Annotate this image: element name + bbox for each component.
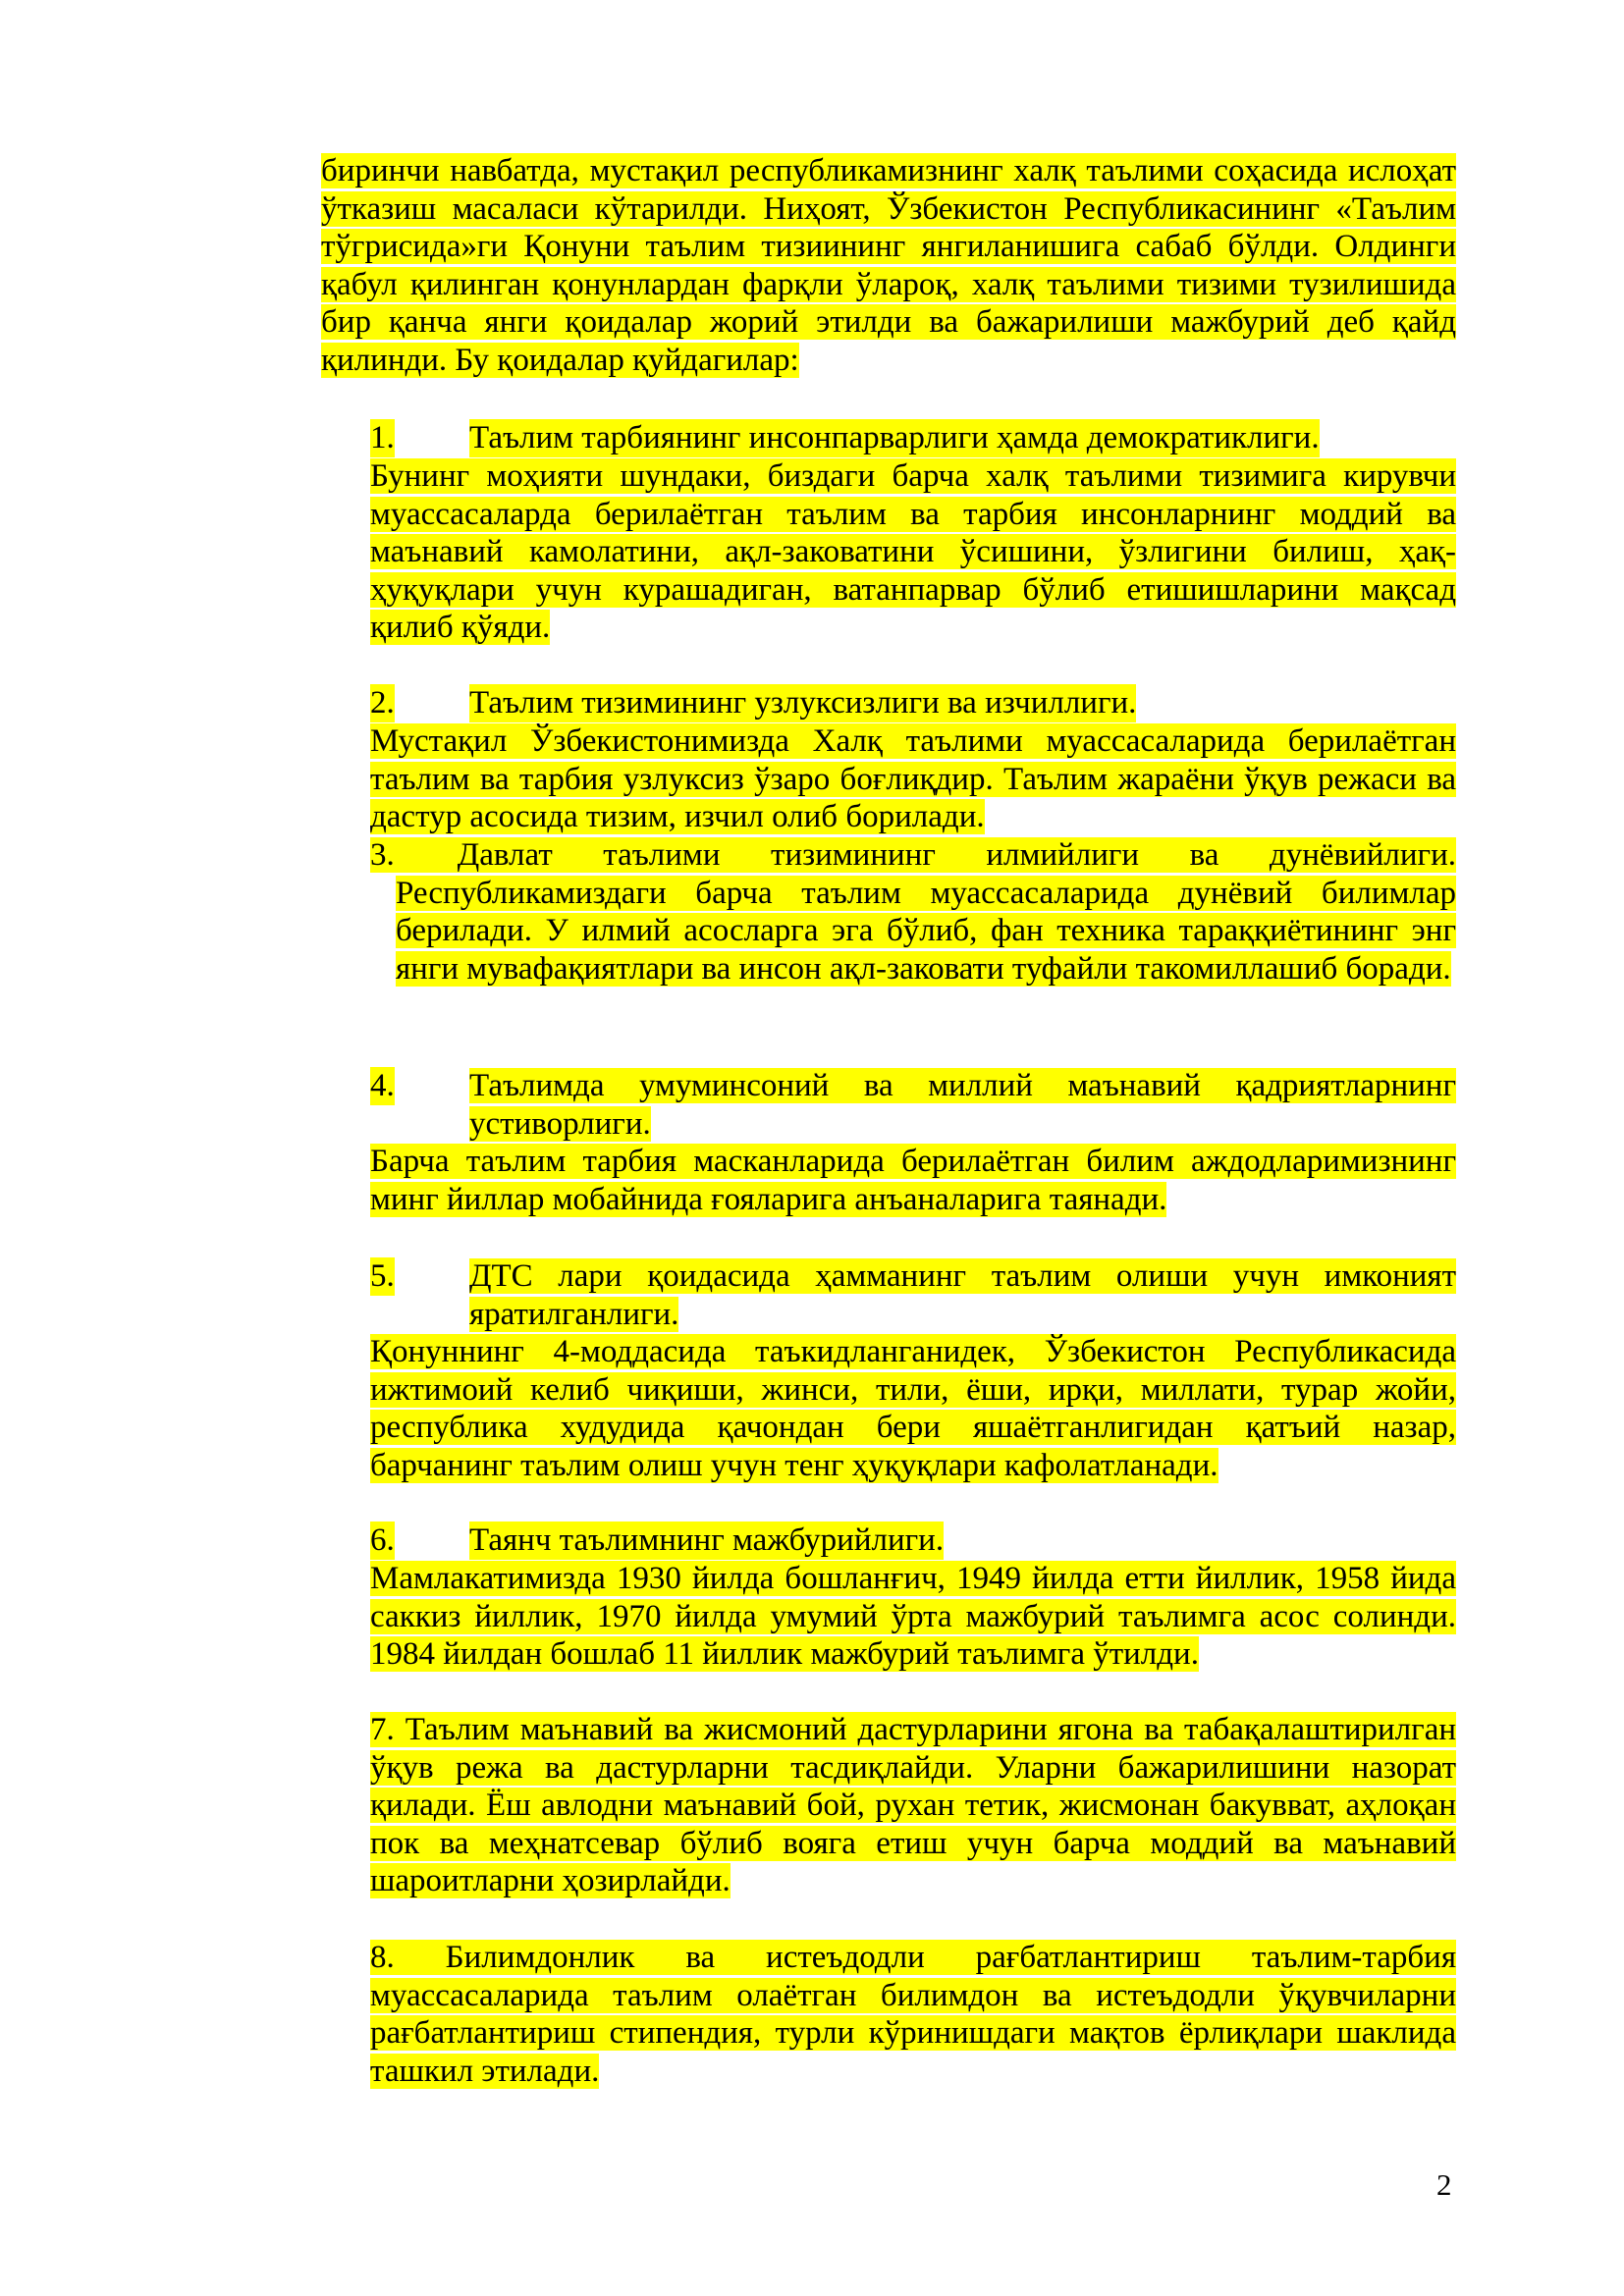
item-3 (370, 836, 1456, 988)
item-4-title (469, 1067, 1456, 1143)
item-3-body (370, 875, 1456, 988)
item-8-text: 8. Билимдонлик ва истеъдодли рағбатлантириш таълим-тарбия муассасаларида таълим олаётган билимдон ва истеъдодли ўқувчиларни рағбатлантириш стипендия, турли кўринишдаги мақтов ёрлиқлари шаклида ташкил этилади. (370, 1940, 1456, 2089)
item-5-title (469, 1257, 1456, 1333)
item-6-body-text: Мамлакатимизда 1930 йилда бошланғич, 1949 йилда етти йиллик, 1958 йида саккиз йиллик, 1970 йилда умумий ўрта мажбурий таълимга асос солинди. 1984 йилдан бошлаб 11 йиллик мажбурий таълимга ўтилди. (370, 1561, 1456, 1672)
item-5-body (370, 1333, 1456, 1484)
intro-paragraph (321, 152, 1456, 379)
page-number: 2 (1436, 2167, 1452, 2202)
item-3-heading (370, 837, 1456, 873)
item-6-title: Таянч таълимнинг мажбурийлиги. (469, 1522, 945, 1558)
item-3-title: Давлат таълими тизимининг илмийлиги ва дунёвийлиги. (457, 837, 1456, 873)
item-6-number: 6. (370, 1522, 395, 1558)
item-1-body (370, 457, 1456, 647)
item-7-text: 7. Таълим маънавий ва жисмоний дастурларини ягона ва табақалаштирилган ўқув режа ва дастурларни тасдиқлайди. Уларни бажарилишини назорат қилади. Ёш авлодни маънавий бой, рухан тетик, жисмонан бакувват, аҳлоқан пок ва меҳнатсевар бўлиб вояга етиш учун барча моддий ва маънавий шароитларни ҳозирлайди. (370, 1712, 1456, 1898)
item-2-body-text: Мустақил Ўзбекистонимизда Халқ таълими муассасаларида берилаётган таълим ва тарбия узлуксиз ўзаро боғлиқдир. Таълим жараёни ўқув режаси ва дастур асосида тизим, изчил олиб борилади. (370, 723, 1456, 834)
item-5-title-text: ДТС лари қоидасида ҳамманинг таълим олиши учун имконият яратилганлиги. (469, 1258, 1456, 1332)
item-5-body-text: Қонуннинг 4-моддасида таъкидланганидек, Ўзбекистон Республикасида ижтимоий келиб чиқиши, жинси, тили, ёши, ирқи, миллати, турар жойи, республика худудида қачондан бери яшаётганлигидан қатъий назар, барчанинг таълим олиш учун тенг ҳуқуқлари кафолатланади. (370, 1334, 1456, 1483)
item-2-body (370, 722, 1456, 836)
intro-text: биринчи навбатда, мустақил республикамизнинг халқ таълими соҳасида ислоҳат ўтказиш масаласи кўтарилди. Ниҳоят, Ўзбекистон Республикасининг «Таълим тўгрисида»ги Қонуни таълим тизиининг янгиланишига сабаб бўлди. Олдинги қабул қилинган қонунлардан фарқли ўлароқ, халқ таълими тизими тузилишида бир қанча янги қоидалар жорий этилди ва бажарилиши мажбурий деб қайд қилинди. Бу қоидалар қуйдагилар: (321, 153, 1456, 378)
item-4-number: 4. (370, 1068, 395, 1103)
item-6-body (370, 1560, 1456, 1674)
item-2-title: Таълим тизимининг узлуксизлиги ва изчиллиги. (469, 685, 1137, 721)
item-4-title-text: Таълимда умуминсоний ва миллий маънавий қадриятларнинг устиворлиги. (469, 1068, 1456, 1142)
item-1-number: 1. (370, 420, 395, 455)
item-1-body-text: Бунинг моҳияти шундаки, биздаги барча халқ таълими тизимига кирувчи муассасаларда берилаётган таълим ва тарбия инсонларнинг моддий ва маънавий камолатини, ақл-заковатини ўсишини, ўзлигини билиш, ҳақ-ҳуқуқлари учун курашадиган, ватанпарвар бўлиб етишишларини мақсад қилиб қўяди. (370, 458, 1456, 645)
item-5-number: 5. (370, 1258, 395, 1294)
item-2-number: 2. (370, 685, 395, 721)
item-7-paragraph (370, 1711, 1456, 1900)
item-4-body (370, 1143, 1456, 1218)
item-4-body-text: Барча таълим тарбия масканларида берилаётган билим аждодларимизнинг минг йиллар мобайнида ғояларига анъаналарига таянади. (370, 1144, 1456, 1217)
item-8-paragraph (370, 1939, 1456, 2090)
item-3-body-text: Республикамиздаги барча таълим муассасаларида дунёвий билимлар берилади. У илмий асосларга эга бўлиб, фан техника тараққиётининг энг янги мувафақиятлари ва инсон ақл-заковати туфайли такомиллашиб боради. (396, 875, 1456, 987)
item-1-title: Таълим тарбиянинг инсонпарварлиги ҳамда демократиклиги. (469, 420, 1320, 455)
item-3-number: 3. (370, 837, 395, 873)
item-3-heading-line (370, 836, 1456, 875)
